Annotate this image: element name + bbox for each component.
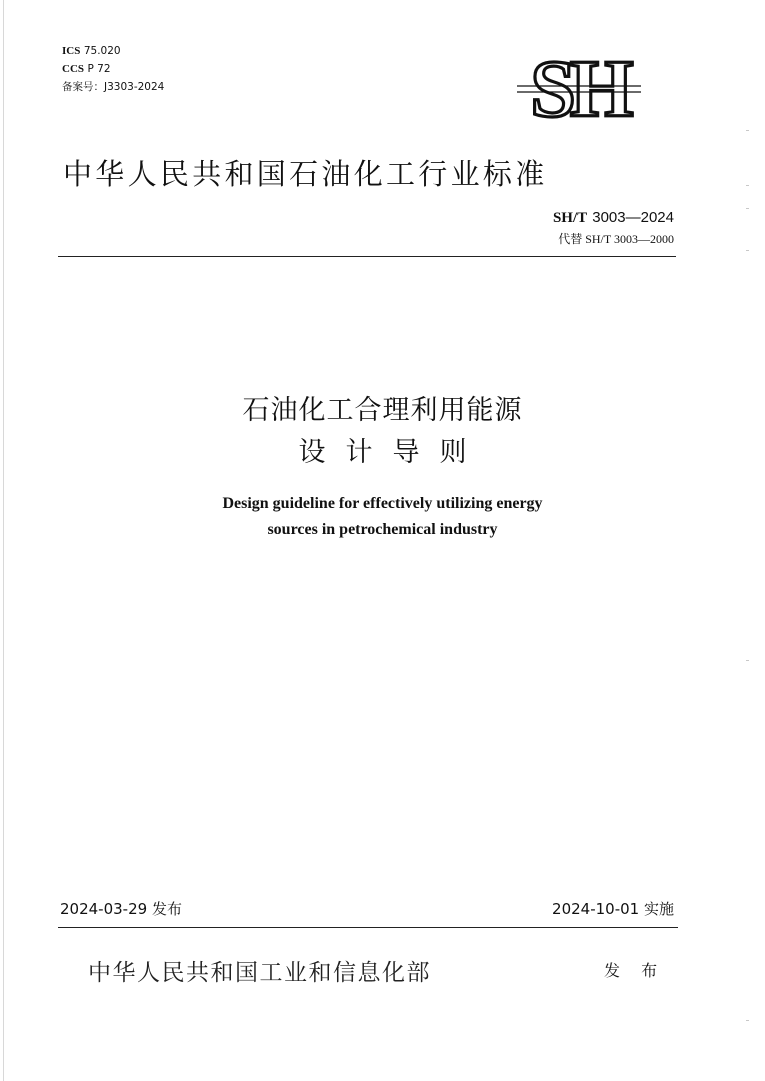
issuing-ministry: 中华人民共和国工业和信息化部 [88,960,431,986]
standard-prefix: SH/T [552,210,588,226]
ccs-line [62,60,164,78]
scan-mark [746,660,749,661]
issue-date: 2024-03-29 发布 [60,900,182,918]
chinese-title-line2: 设计导则 [298,437,487,468]
header-divider [58,256,676,257]
issue-verb: 发 布 [604,961,666,980]
sh-logo-text: SH [530,52,628,122]
classification-block [62,42,164,96]
ccs-label: CCS [62,63,85,75]
scan-edge-line [3,0,4,1081]
scan-mark [746,250,749,251]
issuing-authority-title: 中华人民共和国石油化工行业标准 [63,157,548,191]
effective-date: 2024-10-01 实施 [552,900,674,918]
ics-value: 75.020 [83,45,121,57]
record-label: 备案号： [62,81,104,93]
sh-logo [503,52,655,122]
chinese-title-line1: 石油化工合理利用能源 [242,395,523,426]
english-title-line1: Design guideline for effectively utilizing energy [222,495,543,512]
ics-line [62,42,164,60]
record-value: J3303-2024 [104,81,165,93]
standard-number [553,207,674,227]
replaces-standard: 代替 SH/T 3003—2000 [558,232,674,246]
ics-label: ICS [62,45,81,57]
footer-divider [58,927,678,928]
scan-mark [746,1020,749,1021]
ccs-value: P 72 [87,63,111,75]
scan-mark [746,130,749,131]
standard-code-number: 3003—2024 [592,209,674,226]
scan-mark [746,208,749,209]
english-title-line2: sources in petrochemical industry [267,521,498,538]
scan-mark [746,185,749,186]
record-line [62,78,164,96]
